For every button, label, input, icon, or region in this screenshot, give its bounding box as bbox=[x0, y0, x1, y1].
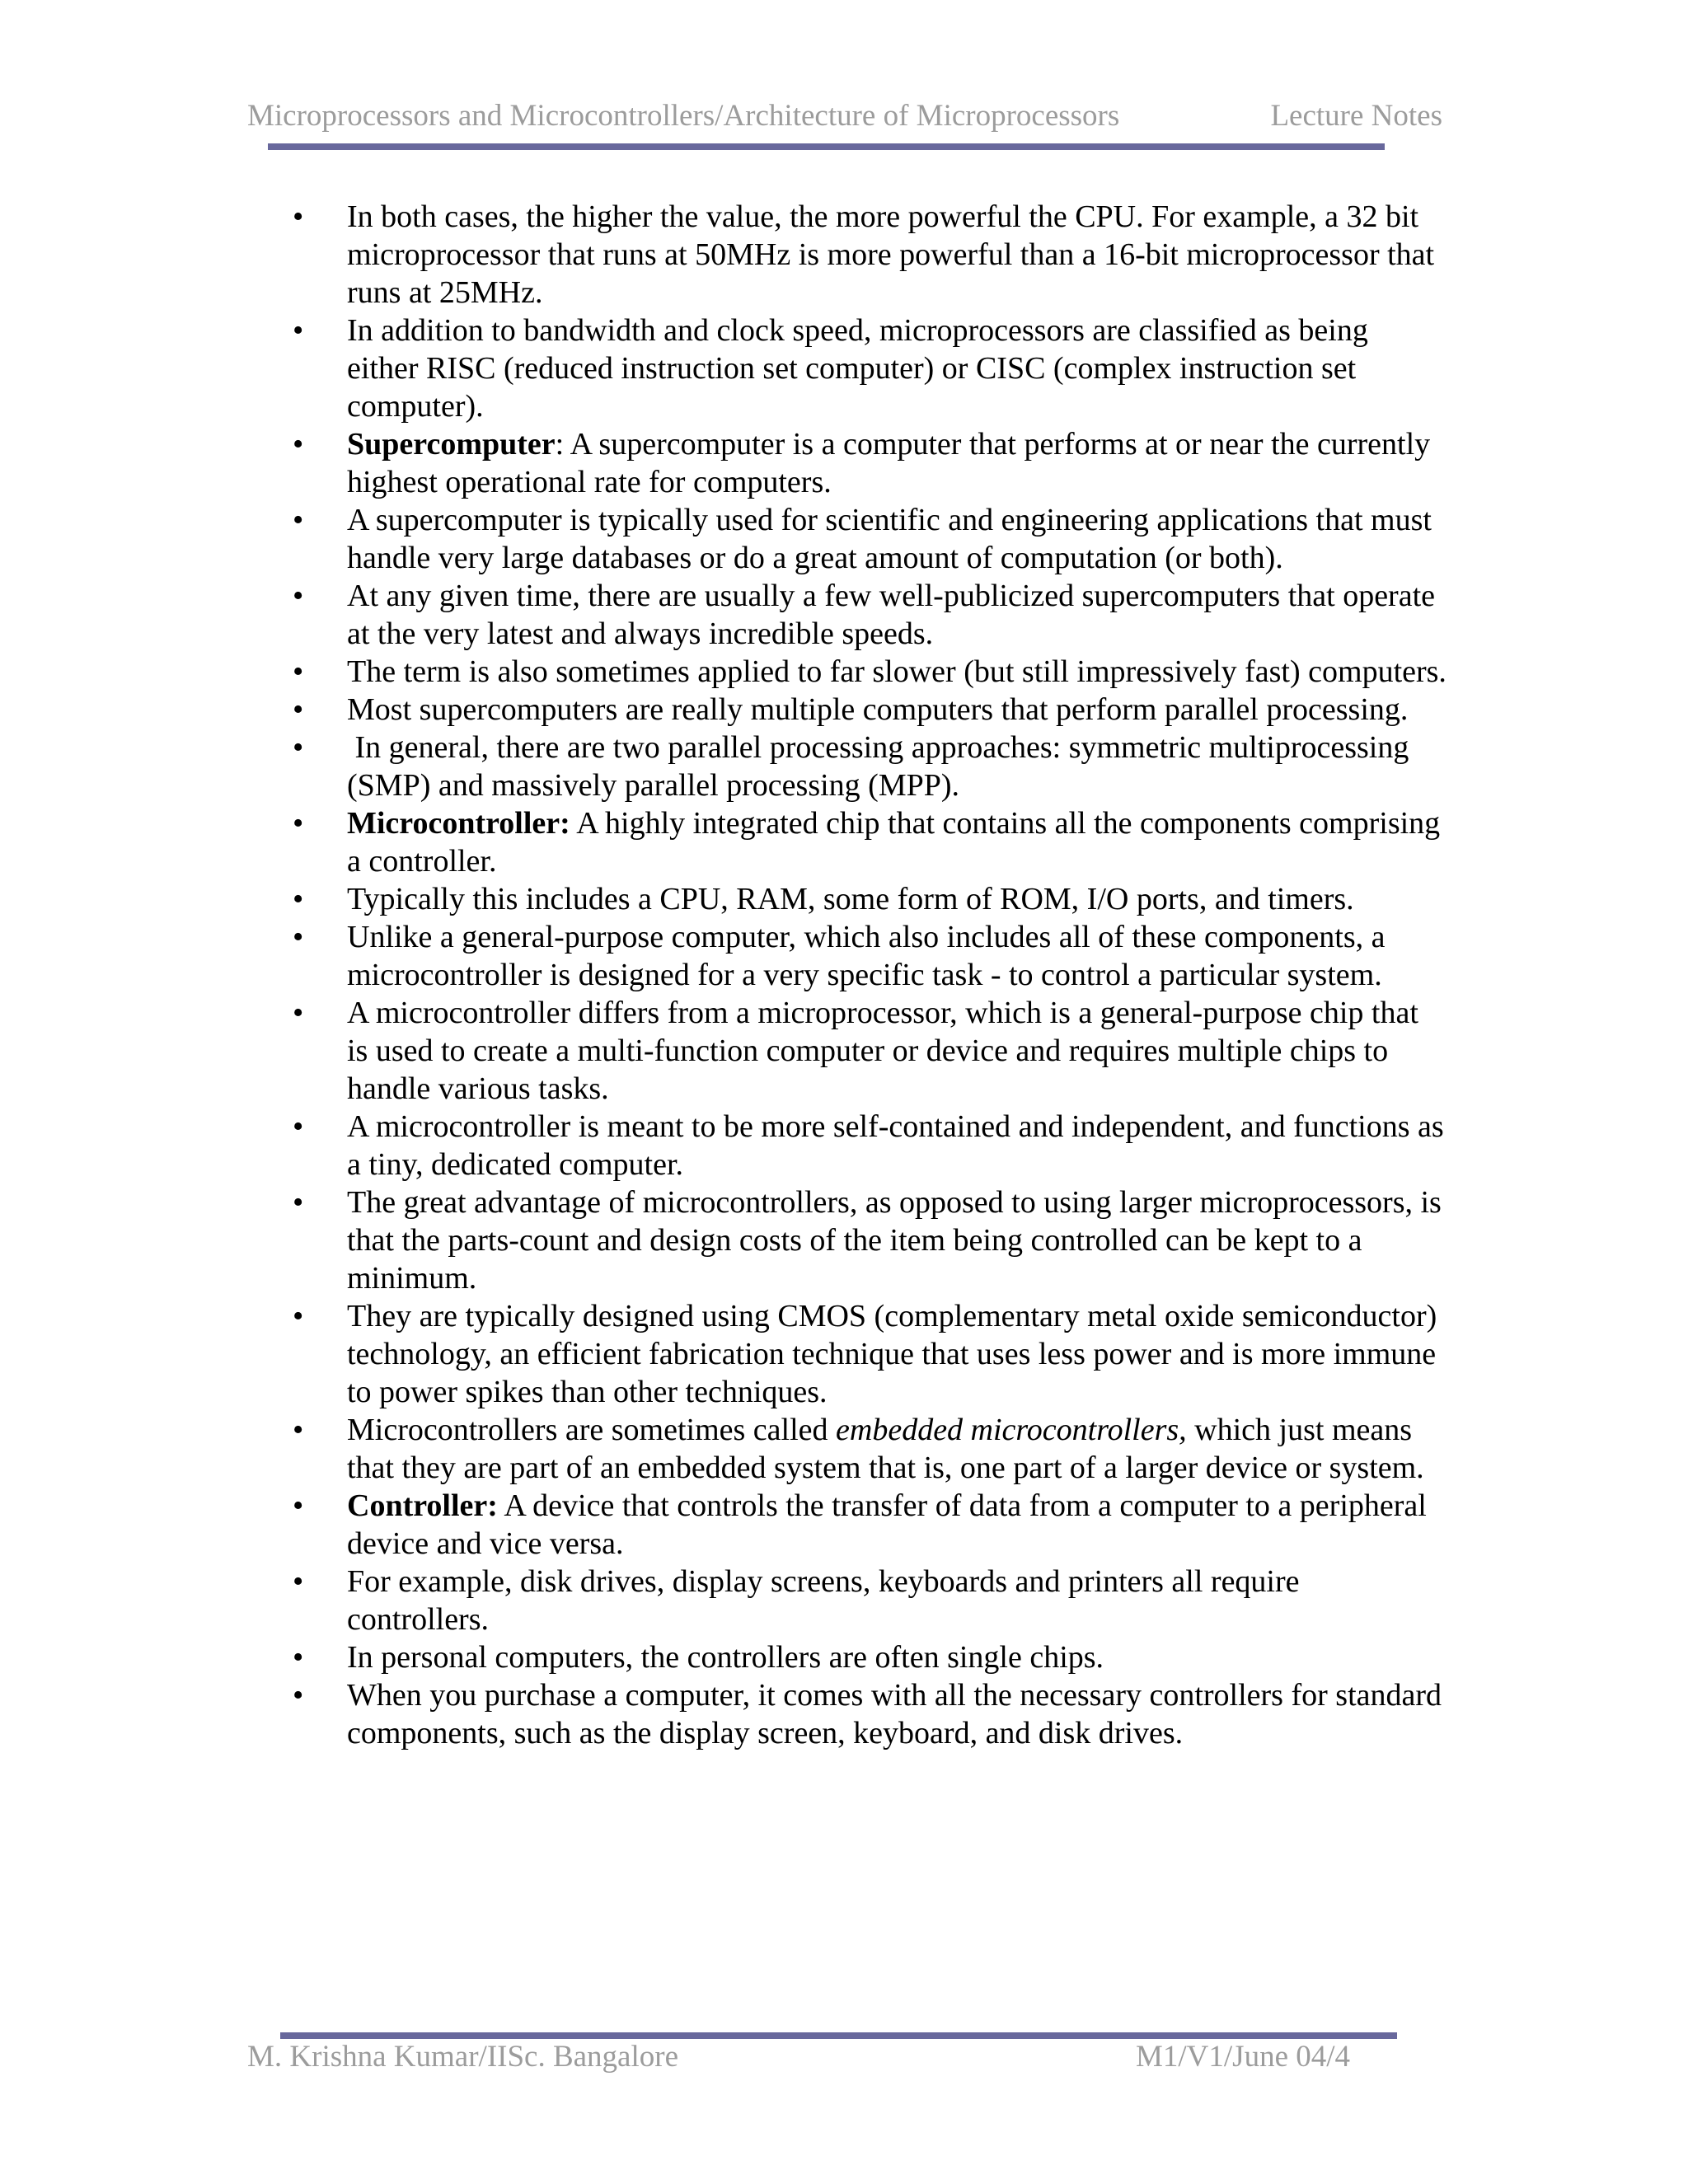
bullet-mark: • bbox=[293, 1109, 304, 1144]
text-run: In both cases, the higher the value, the more powerful the CPU. For example, a 32 bit microprocessor that runs at 50MHz is more powerful than a 16-bit microprocessor that runs at 25MHz. bbox=[347, 199, 1442, 310]
text-run: For example, disk drives, display screens, keyboards and printers all require controllers. bbox=[347, 1564, 1308, 1637]
text-run: A highly integrated chip that contains all the components comprising a controller. bbox=[347, 806, 1448, 879]
bullet-mark: • bbox=[293, 882, 304, 916]
bullet-text bbox=[347, 1109, 1451, 1182]
bullet-mark: • bbox=[293, 996, 304, 1030]
running-header-label: Lecture Notes bbox=[1270, 99, 1442, 133]
text-run: Typically this includes a CPU, RAM, some form of ROM, I/O ports, and timers. bbox=[347, 882, 1354, 916]
bullet-text bbox=[347, 1640, 1104, 1675]
list-item bbox=[293, 1108, 1452, 1183]
text-run: Microcontrollers are sometimes called bbox=[347, 1413, 837, 1447]
list-item bbox=[293, 691, 1447, 729]
text-run: The term is also sometimes applied to far slower (but still impressively fast) computers. bbox=[347, 654, 1447, 689]
bullet-mark: • bbox=[293, 1640, 304, 1675]
text-run: When you purchase a computer, it comes with all the necessary controllers for standard components, such as the display screen, keyboard, and disk drives. bbox=[347, 1678, 1450, 1750]
text-run: A device that controls the transfer of data from a computer to a peripheral device and vice versa. bbox=[347, 1488, 1435, 1561]
list-item bbox=[293, 312, 1447, 425]
list-item bbox=[293, 1638, 1447, 1676]
running-header-title: Microprocessors and Microcontrollers/Architecture of Microprocessors bbox=[247, 99, 1120, 133]
bullet-text bbox=[347, 654, 1447, 689]
list-item bbox=[293, 577, 1447, 653]
list-item bbox=[293, 880, 1447, 918]
bullet-mark: • bbox=[293, 1488, 304, 1523]
bullet-mark: • bbox=[293, 806, 304, 841]
bullet-text bbox=[347, 427, 1438, 499]
bullet-mark: • bbox=[293, 199, 304, 234]
text-run: A microcontroller is meant to be more self-contained and independent, and functions as a tiny, dedicated computer. bbox=[347, 1109, 1452, 1182]
list-item bbox=[293, 198, 1447, 312]
list-item bbox=[293, 1411, 1447, 1487]
text-run: They are typically designed using CMOS (complementary metal oxide semiconductor) technology, an efficient fabrication technique that uses less power and is more immune to power spikes than other techniques. bbox=[347, 1299, 1445, 1409]
bullet-text bbox=[347, 1185, 1449, 1296]
bullet-mark: • bbox=[293, 692, 304, 727]
bullet-mark: • bbox=[293, 427, 304, 462]
bold-term: Controller: bbox=[347, 1488, 498, 1523]
bullet-mark: • bbox=[293, 579, 304, 613]
text-run: Unlike a general-purpose computer, which also includes all of these components, a microcontroller is designed for a very specific task - to control a particular system. bbox=[347, 920, 1393, 992]
bullet-mark: • bbox=[293, 730, 304, 765]
text-run: In personal computers, the controllers are often single chips. bbox=[347, 1640, 1104, 1675]
text-run: A microcontroller differs from a microprocessor, which is a general-purpose chip that is used to create a multi-function computer or device and requires multiple chips to handle various tasks. bbox=[347, 996, 1427, 1106]
bullet-mark: • bbox=[293, 313, 304, 348]
list-item bbox=[293, 804, 1447, 880]
footer-author: M. Krishna Kumar/IISc. Bangalore bbox=[247, 2040, 679, 2074]
bullet-text bbox=[347, 199, 1442, 310]
bullet-text bbox=[347, 806, 1448, 879]
text-run: Most supercomputers are really multiple computers that perform parallel processing. bbox=[347, 692, 1409, 727]
bullet-text bbox=[347, 579, 1443, 651]
bullet-mark: • bbox=[293, 503, 304, 537]
bullet-text bbox=[347, 920, 1393, 992]
text-run: which just means that they are part of an embedded system that is, one part of a larger device or system. bbox=[347, 1413, 1424, 1485]
list-item bbox=[293, 1676, 1450, 1752]
list-item bbox=[293, 425, 1447, 501]
list-item bbox=[293, 1183, 1450, 1297]
list-item bbox=[293, 501, 1447, 577]
bullet-mark: • bbox=[293, 1564, 304, 1599]
bullet-text bbox=[347, 1564, 1307, 1637]
header-divider bbox=[268, 143, 1385, 150]
bullet-text bbox=[347, 503, 1439, 575]
bullet-text bbox=[347, 1299, 1445, 1409]
list-item bbox=[293, 918, 1447, 994]
list-item bbox=[293, 1563, 1447, 1638]
bullet-text bbox=[347, 882, 1354, 916]
bullet-text bbox=[347, 1413, 1424, 1485]
footer-page-ref: M1/V1/June 04/4 bbox=[1136, 2040, 1351, 2074]
bullet-text bbox=[347, 996, 1426, 1106]
bold-term: Supercomputer bbox=[347, 427, 556, 462]
list-item bbox=[293, 1297, 1447, 1411]
bold-term: Microcontroller: bbox=[347, 806, 570, 841]
bullet-mark: • bbox=[293, 920, 304, 954]
text-run: : A supercomputer is a computer that performs at or near the currently highest operational rate for computers. bbox=[347, 427, 1438, 499]
bullet-mark: • bbox=[293, 1185, 304, 1220]
bullet-mark: • bbox=[293, 1299, 304, 1333]
text-run: In general, there are two parallel processing approaches: symmetric multiprocessing (SMP) and massively parallel processing (MPP). bbox=[347, 730, 1417, 803]
text-run: In addition to bandwidth and clock speed, microprocessors are classified as being either RISC (reduced instruction set computer) or CISC (complex instruction set computer). bbox=[347, 313, 1376, 424]
list-item bbox=[293, 1487, 1447, 1563]
text-run: A supercomputer is typically used for scientific and engineering applications that must handle very large databases or do a great amount of computation (or both). bbox=[347, 503, 1440, 575]
text-run: At any given time, there are usually a few well-publicized supercomputers that operate at the very latest and always incredible speeds. bbox=[347, 579, 1443, 651]
text-run: The great advantage of microcontrollers, as opposed to using larger microprocessors, is that the parts-count and design costs of the item being controlled can be kept to a minimum. bbox=[347, 1185, 1450, 1296]
list-item bbox=[293, 729, 1447, 804]
bullet-text bbox=[347, 313, 1376, 424]
bullet-mark: • bbox=[293, 654, 304, 689]
bullet-list bbox=[293, 198, 1452, 1752]
italic-term: embedded microcontrollers, bbox=[836, 1413, 1187, 1447]
list-item bbox=[293, 994, 1447, 1108]
bullet-mark: • bbox=[293, 1678, 304, 1713]
bullet-text bbox=[347, 730, 1417, 803]
bullet-text bbox=[347, 692, 1408, 727]
bullet-text bbox=[347, 1488, 1434, 1561]
list-item bbox=[293, 653, 1447, 691]
bullet-text bbox=[347, 1678, 1450, 1750]
bullet-mark: • bbox=[293, 1413, 304, 1447]
